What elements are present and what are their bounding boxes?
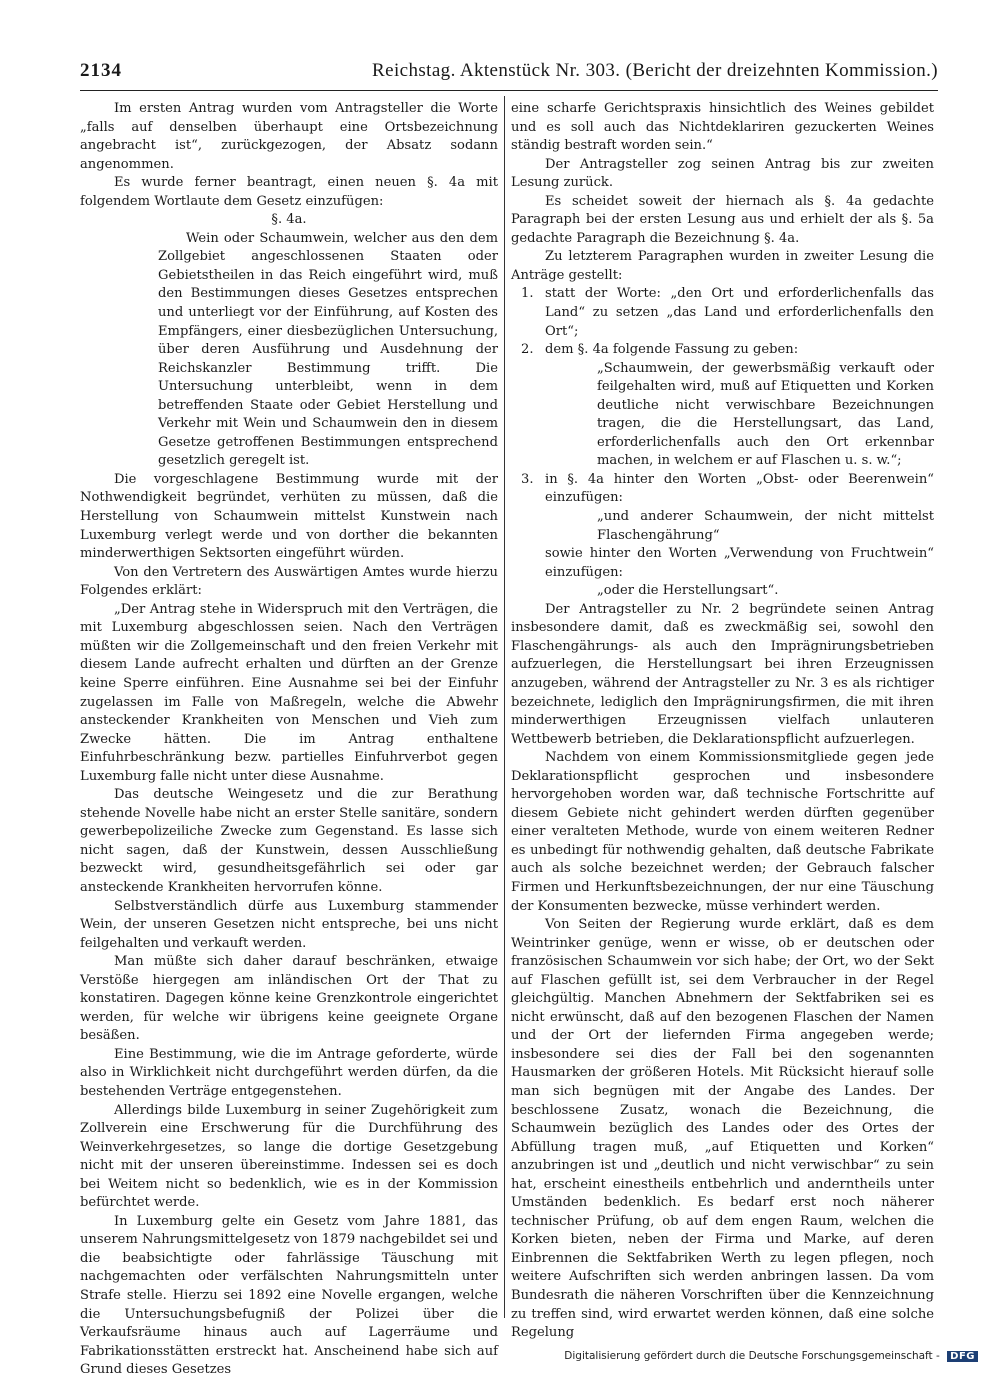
inserted-wording: „und anderer Schaumwein, der nicht mittelst Flaschengährung“ xyxy=(597,509,934,543)
list-text: in §. 4a hinter den Worten „Obst- oder Beerenwein“ einzufügen: xyxy=(545,471,934,506)
paragraph: Man müßte sich daher darauf beschränken, etwaige Verstöße hiergegen am inländischen Ort der That zu konstatiren. Dagegen könne keine Grenzkontrole eingerichtet werden, für welche wir übrigens keine geeignete Organe besäßen. xyxy=(80,954,498,1044)
paragraph: Der Antragsteller zu Nr. 2 begründete seinen Antrag insbesondere damit, daß es zweckmäßig sei, sowohl den Flaschengährungs- als auch den Imprägnirungsbetrieben aufzuerlegen, die Herstellungsart bei ihren Erzeugnissen anzugeben, während der Antragsteller zu Nr. 3 es als richtiger bezeichnete, lediglich den Imprägnirungsfirmen, die mit ihren minderwerthigen Erzeugnissen vielfach unlauteren Wettbewerb betrieben, die Deklarationspflicht aufzuerlegen. xyxy=(511,601,934,747)
header-rule xyxy=(80,90,938,91)
paragraph: Nachdem von einem Kommissionsmitgliede gegen jede Deklarationspflicht gesprochen und insbesondere hervorgehoben worden war, daß technische Fortschritte auf diesem Gebiete nicht gehindert werden dürften gegenüber einer veralteten Methode, wurde von einem weiteren Redner es unbedingt für nothwendig gehalten, daß deutsche Fabrikate auch als solche bezeichnet werden; der Gebrauch falscher Firmen und Herkunftsbezeichnungen, der nur eine Täuschung der Konsumenten bezwecke, müsse verhindert werden. xyxy=(511,750,934,914)
right-column xyxy=(511,100,934,1343)
page-header xyxy=(80,56,938,90)
paragraph: Der Antragsteller zog seinen Antrag bis zur zweiten Lesung zurück. xyxy=(511,156,934,191)
paragraph: „Der Antrag stehe in Widerspruch mit den Verträgen, die mit Luxemburg abgeschlossen seien. Nach den Verträgen müßten wir die Zollgemeinschaft und den freien Verkehr mit diesem Lande aufrecht erhalten und dürften an der Grenze keine Sperre einführen. Eine Ausnahme sei bei der Einfuhr zugelassen im Falle von Maßregeln, welche die Abwehr ansteckender Krankheiten von Menschen und Vieh zum Zwecke hätten. Die im Antrag enthaltene Einfuhrbeschränkung bezw. partielles Einfuhrverbot gegen Luxemburg falle nicht unter diese Ausnahme. xyxy=(80,601,498,784)
list-text: sowie hinter den Worten „Verwendung von Fruchtwein“ einzufügen: xyxy=(545,546,934,580)
page-number: 2134 xyxy=(80,60,122,81)
list-number: 1. xyxy=(521,286,534,302)
paragraph: eine scharfe Gerichtspraxis hinsichtlich des Weines gebildet und es soll auch das Nichtdeklariren gezuckerten Weines ständig bestraft worden sein.“ xyxy=(511,101,934,154)
inserted-wording: „oder die Herstellungsart“. xyxy=(597,583,779,599)
list-text: dem §. 4a folgende Fassung zu geben: xyxy=(545,342,799,358)
dfg-logo: DFG xyxy=(947,1351,978,1362)
list-number: 2. xyxy=(521,342,534,358)
paragraph: Von Seiten der Regierung wurde erklärt, daß es dem Weintrinker genüge, wenn er wisse, ob er deutschen oder französischen Schaumwein vor sich habe; der Ort, wo der Sekt auf Flaschen gefüllt ist, sei dem Verbraucher in der Regel gleichgültig. Manchen Abnehmern der Sektfabriken sei es nicht erwünscht, daß auf den bezogenen Flaschen der Namen und der Ort der liefernden Firma angegeben werde; insbesondere sei dies der Fall bei den sogenannten Hausmarken der größeren Hotels. Mit Rücksicht hierauf solle man sich begnügen mit der Angabe des Landes. Der beschlossene Zusatz, wonach die Bezeichnung, die Schaumwein bezüglich des Landes oder des Ortes der Abfüllung tragen muß, „auf Etiquetten und Korken“ anzubringen ist und „deutlich und nicht verwischbar“ zu sein hat, erscheint einestheils entbehrlich und anderntheils unter Umständen bedenklich. Es bedarf erst noch näherer technischer Prüfung, ob auf dem engen Raum, welchen die Korken bieten, neben der Firma und Marke, auf deren Einbrennen die Sektfabriken Werth zu legen pflegen, noch weitere Aufschriften sich werden anbringen lassen. Da vom Bundesrath die näheren Vorschriften über die Kennzeichnung zu treffen sind, wird erwartet werden können, daß eine solche Regelung xyxy=(511,917,934,1341)
digitization-credit xyxy=(564,1350,978,1362)
paragraph: Es wurde ferner beantragt, einen neuen §. 4a mit folgendem Wortlaute dem Gesetz einzufügen: xyxy=(80,175,498,209)
left-column xyxy=(80,100,498,1380)
list-item xyxy=(511,285,934,341)
motion-list xyxy=(511,285,934,600)
paragraph: In Luxemburg gelte ein Gesetz vom Jahre 1881, das unserem Nahrungsmittelgesetz von 1879 nachgebildet sei und die beabsichtigte oder fahrlässige Täuschung mit nachgemachten oder verfälschten Nahrungsmitteln unter Strafe stelle. Hierzu sei 1892 eine Novelle ergangen, welche die Untersuchungsbefugniß der Polizei über die Verkaufsräume hinaus auch auf Lagerräume und Fabrikationsstätten erstreckt hat. Anscheinend habe sich auf Grund dieses Gesetzes xyxy=(80,1213,498,1378)
list-item xyxy=(511,341,934,471)
paragraph: Im ersten Antrag wurden vom Antragsteller die Worte „falls auf denselben überhaupt eine Ortsbezeichnung angebracht ist“, zurückgezogen, der Absatz sodann angenommen. xyxy=(80,101,498,172)
running-title: Reichstag. Aktenstück Nr. 303. (Bericht der dreizehnten Kommission.) xyxy=(372,60,938,81)
paragraph: Allerdings bilde Luxemburg in seiner Zugehörigkeit zum Zollverein eine Erschwerung für die Durchführung des Weinverkehrgesetzes, so lange die dortige Gesetzgebung nicht mit der unseren übereinstimme. Indessen sei es doch bei Weitem nicht so bedenklich, wie es in der Kommission befürchtet werde. xyxy=(80,1102,498,1211)
section-heading: §. 4a. xyxy=(271,212,307,228)
paragraph: Von den Vertretern des Auswärtigen Amtes wurde hierzu Folgendes erklärt: xyxy=(80,564,498,599)
column-divider xyxy=(504,96,505,1318)
list-text: statt der Worte: „den Ort und erforderlichenfalls das Land“ zu setzen „das Land und erforderlichenfalls den Ort“; xyxy=(545,286,934,339)
list-number: 3. xyxy=(521,471,534,487)
list-item xyxy=(511,471,934,601)
paragraph: Zu letzterem Paragraphen wurden in zweiter Lesung die Anträge gestellt: xyxy=(511,249,934,283)
inserted-wording: „Schaumwein, der gewerbsmäßig verkauft oder feilgehalten wird, muß auf Etiquetten und Korken deutliche nicht verwischbare Bezeichnungen tragen, die die Herstellungsart, das Land, erforderlichenfalls auch den Ort erkennbar machen, in welchem er auf Flaschen u. s. w.“; xyxy=(597,360,934,469)
paragraph: Eine Bestimmung, wie die im Antrage geforderte, würde also in Wirklichkeit nicht durchgeführt werden dürfen, da die bestehenden Verträge entgegenstehen. xyxy=(80,1046,498,1099)
paragraph: Die vorgeschlagene Bestimmung wurde mit der Nothwendigkeit begründet, verhüten zu müssen, daß die Herstellung von Schaumwein mittelst Kunstwein nach Luxemburg verlegt werde und von dorther die bekannten minderwerthigen Sektsorten eingeführt würden. xyxy=(80,471,498,562)
paragraph: Das deutsche Weingesetz und die zur Berathung stehende Novelle habe nicht an erster Stelle sanitäre, sondern gewerbepolizeiliche Zwecke zum Gegenstand. Es lasse sich nicht sagen, daß der Kunstwein, dessen Ausschließung bezweckt wird, gesundheitsgefährlich sei oder gar ansteckende Krankheiten hervorrufen könne. xyxy=(80,787,498,895)
quoted-paragraph: Wein oder Schaumwein, welcher aus den dem Zollgebiet angeschlossenen Staaten oder Gebietstheilen in das Reich eingeführt wird, muß den Bestimmungen dieses Gesetzes entsprechen und unterliegt vor der Einführung, auf Kosten des Empfängers, einer diesbezüglichen Untersuchung, über deren Ausführung und Ausdehnung der Reichskanzler Bestimmung trifft. Die Untersuchung unterbleibt, wenn in dem betreffenden Staate oder Gebiet Herstellung und Verkehr mit Wein und Schaumwein den in diesem Gesetze getroffenen Bestimmungen entsprechend gesetzlich geregelt ist. xyxy=(158,230,498,469)
credit-text: Digitalisierung gefördert durch die Deutsche Forschungsgemeinschaft - xyxy=(564,1350,940,1362)
paragraph: Es scheidet soweit der hiernach als §. 4a gedachte Paragraph bei der ersten Lesung aus und erhielt der als §. 5a gedachte Paragraph die Bezeichnung §. 4a. xyxy=(511,193,934,246)
paragraph: Selbstverständlich dürfe aus Luxemburg stammender Wein, der unseren Gesetzen nicht entspreche, bei uns nicht feilgehalten und verkauft werden. xyxy=(80,898,498,951)
